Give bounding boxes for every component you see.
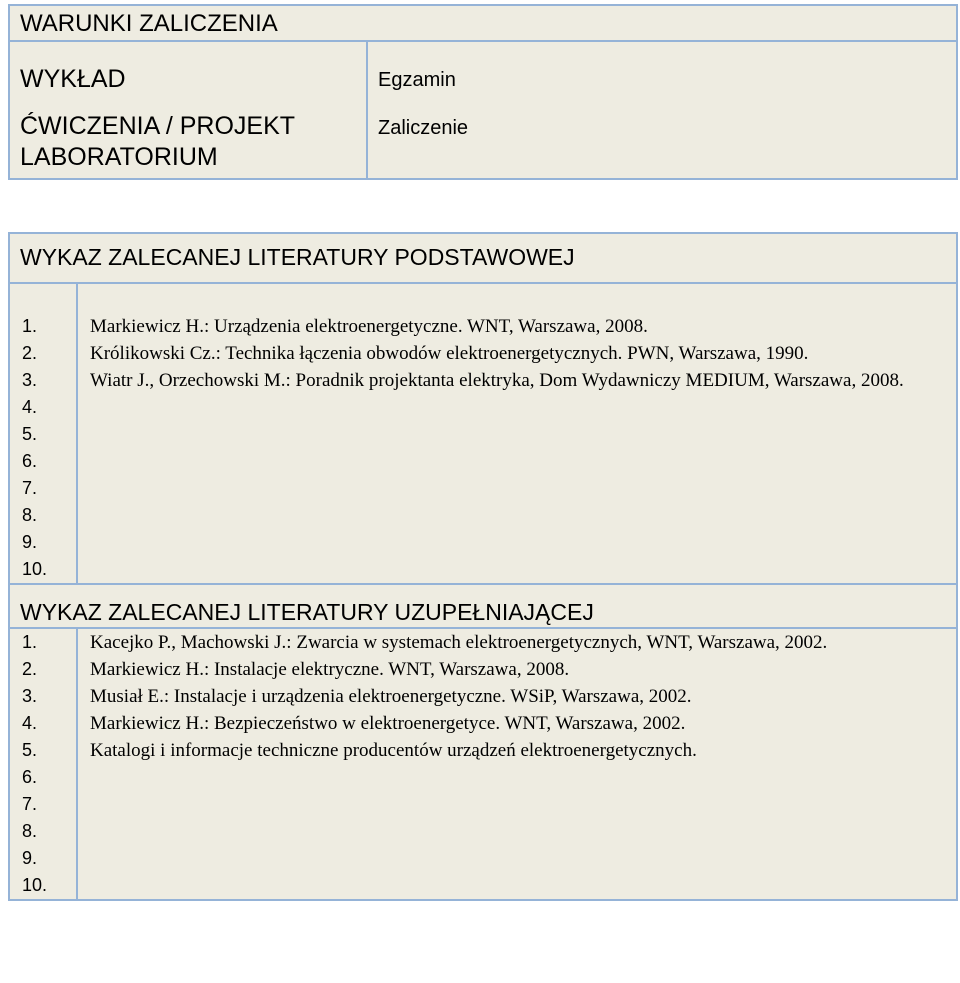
list-item-text xyxy=(77,448,957,475)
list-item-number: 2. xyxy=(9,340,77,367)
basic-literature-header-cell xyxy=(9,233,957,283)
list-item xyxy=(9,818,957,845)
list-item-number: 4. xyxy=(9,394,77,421)
list-item-text: Markiewicz H.: Bezpieczeństwo w elektroenergetyce. WNT, Warszawa, 2002. xyxy=(77,710,957,737)
list-item-text: Markiewicz H.: Urządzenia elektroenergetyczne. WNT, Warszawa, 2008. xyxy=(77,313,957,340)
list-item xyxy=(9,845,957,872)
list-item-number: 7. xyxy=(9,791,77,818)
list-item-number: 1. xyxy=(9,313,77,340)
list-item-number: 1. xyxy=(9,628,77,656)
list-item-text xyxy=(77,502,957,529)
conditions-bottom-left xyxy=(9,173,367,179)
list-item-number: 2. xyxy=(9,656,77,683)
list-item xyxy=(9,556,957,584)
basic-spacer-right xyxy=(77,283,957,313)
list-item-number: 3. xyxy=(9,683,77,710)
supplementary-literature-title: WYKAZ ZALECANEJ LITERATURY UZUPEŁNIAJĄCEJ xyxy=(20,599,594,625)
conditions-header-cell xyxy=(9,5,957,41)
supplementary-literature-header-cell xyxy=(9,584,957,628)
list-item xyxy=(9,737,957,764)
list-item-text xyxy=(77,556,957,584)
section-gap xyxy=(8,180,956,232)
list-item xyxy=(9,475,957,502)
list-item-number: 6. xyxy=(9,448,77,475)
list-item xyxy=(9,628,957,656)
list-item-number: 8. xyxy=(9,502,77,529)
list-item xyxy=(9,683,957,710)
conditions-title: WARUNKI ZALICZENIA xyxy=(20,10,278,37)
list-item xyxy=(9,710,957,737)
list-item-number: 10. xyxy=(9,872,77,900)
list-item-text xyxy=(77,529,957,556)
list-item-text: Wiatr J., Orzechowski M.: Poradnik projektanta elektryka, Dom Wydawniczy MEDIUM, Warszawa, 2008. xyxy=(77,367,957,394)
basic-literature-table xyxy=(8,232,958,585)
basic-spacer-left xyxy=(9,283,77,313)
supplementary-literature-header-row xyxy=(9,584,957,628)
list-item-number: 6. xyxy=(9,764,77,791)
list-item-text xyxy=(77,791,957,818)
list-item-text xyxy=(77,394,957,421)
condition-value-lecture: Egzamin xyxy=(378,69,456,91)
list-item xyxy=(9,656,957,683)
basic-literature-spacer-row xyxy=(9,283,957,313)
supplementary-literature-list xyxy=(9,628,957,900)
list-item xyxy=(9,421,957,448)
list-item-text: Katalogi i informacje techniczne producentów urządzeń elektroenergetycznych. xyxy=(77,737,957,764)
conditions-header-row xyxy=(9,5,957,41)
list-item-text xyxy=(77,818,957,845)
condition-label-exercises: ĆWICZENIA / PROJEKT LABORATORIUM xyxy=(20,112,295,171)
list-item-number: 5. xyxy=(9,421,77,448)
condition-row-lecture xyxy=(9,41,957,173)
list-item-number: 5. xyxy=(9,737,77,764)
list-item-text xyxy=(77,475,957,502)
condition-label-cell xyxy=(9,41,367,173)
list-item-text xyxy=(77,845,957,872)
list-item-text xyxy=(77,872,957,900)
basic-literature-title: WYKAZ ZALECANEJ LITERATURY PODSTAWOWEJ xyxy=(20,244,575,270)
list-item-number: 3. xyxy=(9,367,77,394)
basic-literature-list xyxy=(9,313,957,584)
list-item-text: Musiał E.: Instalacje i urządzenia elektroenergetyczne. WSiP, Warszawa, 2002. xyxy=(77,683,957,710)
list-item-text xyxy=(77,764,957,791)
list-item xyxy=(9,764,957,791)
basic-literature-header-row xyxy=(9,233,957,283)
condition-value-exercises: Zaliczenie xyxy=(378,117,469,139)
list-item-text: Kacejko P., Machowski J.: Zwarcia w systemach elektroenergetycznych, WNT, Warszawa, 2002. xyxy=(77,628,957,656)
list-item xyxy=(9,502,957,529)
list-item-text: Markiewicz H.: Instalacje elektryczne. WNT, Warszawa, 2008. xyxy=(77,656,957,683)
list-item xyxy=(9,313,957,340)
list-item-number: 9. xyxy=(9,845,77,872)
list-item xyxy=(9,367,957,394)
list-item-number: 4. xyxy=(9,710,77,737)
list-item xyxy=(9,340,957,367)
list-item xyxy=(9,791,957,818)
supplementary-literature-table xyxy=(8,583,958,901)
list-item xyxy=(9,448,957,475)
list-item-number: 9. xyxy=(9,529,77,556)
list-item xyxy=(9,394,957,421)
list-item xyxy=(9,529,957,556)
condition-label-lecture: WYKŁAD xyxy=(20,65,126,93)
list-item xyxy=(9,872,957,900)
list-item-text: Królikowski Cz.: Technika łączenia obwodów elektroenergetycznych. PWN, Warszawa, 1990. xyxy=(77,340,957,367)
list-item-number: 7. xyxy=(9,475,77,502)
list-item-number: 8. xyxy=(9,818,77,845)
list-item-text xyxy=(77,421,957,448)
conditions-table xyxy=(8,4,958,180)
conditions-bottom-right xyxy=(367,173,957,179)
document-page xyxy=(8,4,956,901)
condition-value-cell xyxy=(367,41,957,173)
list-item-number: 10. xyxy=(9,556,77,584)
conditions-bottom-row xyxy=(9,173,957,179)
